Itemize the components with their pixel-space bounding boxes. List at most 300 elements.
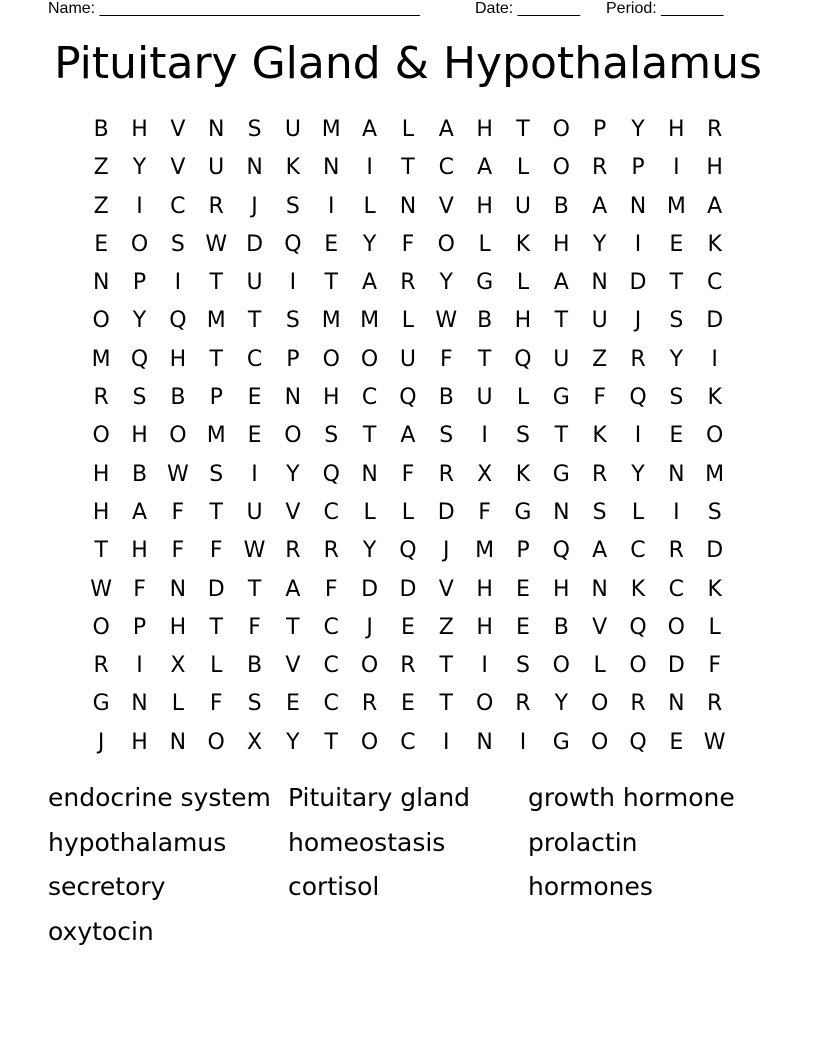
grid-letter: D xyxy=(246,231,264,257)
grid-letter: H xyxy=(131,729,148,755)
grid-letter: H xyxy=(131,117,148,142)
grid-letter: N xyxy=(668,691,685,717)
grid-letter: N xyxy=(246,155,263,181)
grid-letter: O xyxy=(552,653,570,679)
grid-letter: V xyxy=(438,193,454,219)
grid-letter: E xyxy=(400,614,415,640)
grid-letter: H xyxy=(169,346,187,372)
grid-letter: L xyxy=(401,308,415,334)
grid-letter: Y xyxy=(631,117,645,142)
grid-row xyxy=(82,571,734,609)
grid-letter: Y xyxy=(362,538,377,564)
grid-letter: T xyxy=(477,346,492,372)
grid-letter: J xyxy=(251,193,258,219)
grid-letter: C xyxy=(361,385,378,411)
grid-row xyxy=(82,417,734,455)
grid-letter: B xyxy=(553,614,569,640)
grid-letter: F xyxy=(209,691,223,717)
grid-letter: I xyxy=(634,231,642,257)
grid-letter: O xyxy=(130,231,149,257)
grid-letter: S xyxy=(247,117,262,142)
grid-letter: T xyxy=(209,346,223,372)
grid-letter: O xyxy=(475,691,494,717)
grid-letter: R xyxy=(400,270,416,296)
grid-letter: E xyxy=(400,691,415,717)
grid-letter: K xyxy=(285,155,301,181)
grid-letter: Y xyxy=(631,461,645,487)
grid-letter: D xyxy=(437,499,455,525)
grid-letter: X xyxy=(170,653,186,679)
word-list xyxy=(48,780,768,958)
grid-letter: C xyxy=(706,270,723,296)
grid-letter: Q xyxy=(629,385,647,411)
grid-letter: N xyxy=(323,155,340,181)
grid-letter: N xyxy=(476,729,493,755)
grid-letter: C xyxy=(630,538,646,564)
grid-letter: Y xyxy=(132,308,147,334)
grid-letter: Q xyxy=(629,614,647,640)
grid-letter: U xyxy=(284,117,301,142)
grid-letter: V xyxy=(592,614,608,640)
grid-letter: K xyxy=(515,461,531,487)
grid-letter: M xyxy=(360,308,380,334)
grid-letter: N xyxy=(591,270,608,296)
grid-letter: P xyxy=(132,614,147,640)
grid-letter: V xyxy=(285,499,301,525)
grid-letter: S xyxy=(592,499,607,525)
grid-letter: V xyxy=(285,653,301,679)
grid-letter: I xyxy=(251,461,258,487)
grid-letter: A xyxy=(131,499,148,525)
grid-row xyxy=(82,111,734,149)
grid-letter: I xyxy=(136,653,143,679)
grid-row xyxy=(82,609,734,647)
grid-letter: A xyxy=(477,155,493,181)
grid-letter: D xyxy=(207,576,225,602)
grid-letter: S xyxy=(669,308,684,334)
grid-letter: B xyxy=(438,385,454,411)
grid-row xyxy=(82,456,734,494)
grid-letter: U xyxy=(208,155,225,181)
grid-letter: E xyxy=(94,231,109,257)
grid-letter: Q xyxy=(399,385,417,411)
grid-letter: F xyxy=(401,461,415,487)
grid-letter: N xyxy=(553,499,570,525)
grid-letter: L xyxy=(210,653,223,679)
grid-letter: B xyxy=(170,385,186,411)
grid-letter: N xyxy=(668,461,685,487)
grid-letter: T xyxy=(554,423,569,449)
grid-letter: R xyxy=(630,691,646,717)
grid-letter: R xyxy=(285,538,301,564)
name-field[interactable]: Name: ____________________________________ xyxy=(48,0,420,17)
grid-letter: T xyxy=(439,691,453,717)
grid-letter: K xyxy=(630,576,646,602)
grid-letter: F xyxy=(171,499,185,525)
letter-grid xyxy=(82,111,734,762)
grid-letter: F xyxy=(248,614,261,640)
grid-letter: D xyxy=(399,576,417,602)
grid-letter: L xyxy=(478,231,491,257)
grid-letter: U xyxy=(246,499,263,525)
grid-letter: D xyxy=(667,653,685,679)
grid-letter: B xyxy=(93,117,109,142)
grid-letter: W xyxy=(205,231,228,257)
grid-letter: P xyxy=(132,270,147,296)
grid-letter: K xyxy=(592,423,607,449)
grid-row xyxy=(82,494,734,532)
grid-letter: O xyxy=(437,231,455,257)
grid-row xyxy=(82,685,734,723)
word-list-item: Pituitary gland xyxy=(288,783,471,812)
grid-letter: S xyxy=(669,385,684,411)
grid-letter: U xyxy=(399,346,416,372)
grid-letter: O xyxy=(590,729,609,755)
grid-letter: S xyxy=(170,231,185,257)
grid-letter: H xyxy=(92,461,110,487)
grid-letter: J xyxy=(443,538,450,564)
grid-letter: E xyxy=(669,729,684,755)
grid-letter: A xyxy=(553,270,569,296)
grid-letter: C xyxy=(246,346,263,372)
grid-letter: O xyxy=(92,614,110,640)
word-list-item: homeostasis xyxy=(288,827,446,857)
grid-letter: O xyxy=(92,308,110,334)
grid-letter: J xyxy=(97,729,105,755)
grid-letter: O xyxy=(360,653,379,679)
grid-letter: L xyxy=(708,614,721,640)
grid-letter: T xyxy=(324,729,338,755)
grid-letter: M xyxy=(91,346,111,372)
grid-letter: B xyxy=(553,193,569,219)
grid-letter: J xyxy=(366,614,373,640)
grid-letter: M xyxy=(666,193,686,219)
grid-row xyxy=(82,302,734,340)
word-list-item: hormones xyxy=(528,872,653,901)
grid-letter: Y xyxy=(592,231,607,257)
grid-letter: F xyxy=(439,346,453,372)
grid-letter: T xyxy=(439,653,453,679)
grid-letter: D xyxy=(361,576,379,602)
grid-letter: Y xyxy=(286,461,300,487)
grid-letter: Q xyxy=(130,346,149,372)
grid-letter: Q xyxy=(322,461,340,487)
grid-letter: T xyxy=(286,614,300,640)
grid-letter: N xyxy=(361,461,378,487)
word-list-item: endocrine system xyxy=(48,783,271,812)
grid-letter: A xyxy=(362,270,378,296)
grid-letter: C xyxy=(323,614,339,640)
grid-letter: H xyxy=(169,614,187,640)
grid-letter: O xyxy=(322,346,340,372)
grid-letter: M xyxy=(206,308,226,334)
grid-letter: O xyxy=(169,423,187,449)
grid-letter: N xyxy=(169,576,187,602)
grid-letter: O xyxy=(92,423,110,449)
grid-letter: Y xyxy=(362,231,377,257)
grid-letter: M xyxy=(321,117,341,142)
grid-letter: L xyxy=(171,691,184,717)
grid-letter: G xyxy=(552,729,570,755)
grid-letter: B xyxy=(131,461,148,487)
grid-letter: T xyxy=(247,576,262,602)
grid-letter: E xyxy=(324,231,339,257)
grid-letter: E xyxy=(247,423,262,449)
grid-letter: I xyxy=(174,270,182,296)
grid-letter: T xyxy=(324,270,338,296)
grid-letter: H xyxy=(131,423,148,449)
grid-letter: U xyxy=(591,308,608,334)
grid-letter: T xyxy=(554,308,569,334)
grid-letter: T xyxy=(669,270,684,296)
grid-letter: G xyxy=(552,461,570,487)
grid-letter: I xyxy=(366,155,373,181)
grid-letter: L xyxy=(401,117,415,142)
grid-letter: L xyxy=(363,193,376,219)
grid-letter: C xyxy=(323,499,339,525)
grid-letter: A xyxy=(285,576,301,602)
page-title: Pituitary Gland & Hypothalamus xyxy=(54,38,762,89)
grid-letter: C xyxy=(170,193,186,219)
grid-letter: D xyxy=(706,538,724,564)
grid-letter: R xyxy=(630,346,646,372)
grid-letter: B xyxy=(247,653,263,679)
word-list-item: prolactin xyxy=(528,827,638,857)
grid-row xyxy=(82,724,734,762)
grid-letter: I xyxy=(443,729,450,755)
grid-letter: S xyxy=(439,423,454,449)
grid-letter: X xyxy=(477,461,493,487)
word-list-item: hypothalamus xyxy=(48,827,227,857)
grid-letter: B xyxy=(477,308,493,334)
grid-letter: V xyxy=(170,117,186,142)
grid-letter: F xyxy=(133,576,146,602)
grid-letter: W xyxy=(90,576,113,602)
grid-letter: F xyxy=(708,653,721,679)
word-list-item: cortisol xyxy=(288,872,380,901)
grid-letter: R xyxy=(323,538,339,564)
grid-letter: U xyxy=(476,385,493,411)
grid-letter: T xyxy=(362,423,377,449)
grid-letter: C xyxy=(400,729,416,755)
grid-letter: E xyxy=(516,576,530,602)
grid-letter: H xyxy=(668,117,685,142)
grid-letter: F xyxy=(324,576,338,602)
grid-letter: Y xyxy=(554,691,569,717)
word-list-item: growth hormone xyxy=(528,783,735,812)
grid-letter: Z xyxy=(93,155,109,181)
grid-letter: I xyxy=(673,155,680,181)
grid-letter: H xyxy=(476,576,493,602)
grid-letter: R xyxy=(361,691,378,717)
grid-letter: A xyxy=(438,117,454,142)
word-list-item: oxytocin xyxy=(48,916,154,946)
grid-letter: C xyxy=(323,653,339,679)
grid-letter: S xyxy=(285,308,300,334)
grid-letter: I xyxy=(634,423,642,449)
grid-letter: S xyxy=(247,691,262,717)
grid-letter: R xyxy=(208,193,224,219)
grid-letter: R xyxy=(93,653,109,679)
grid-letter: K xyxy=(707,231,722,257)
grid-letter: U xyxy=(553,346,570,372)
grid-letter: N xyxy=(629,193,647,219)
grid-letter: A xyxy=(400,423,416,449)
grid-letter: T xyxy=(516,117,530,142)
grid-letter: E xyxy=(516,614,530,640)
grid-letter: S xyxy=(132,385,147,411)
grid-letter: R xyxy=(591,155,608,181)
grid-letter: Y xyxy=(132,155,147,181)
grid-letter: T xyxy=(401,155,415,181)
grid-letter: R xyxy=(400,653,416,679)
grid-letter: E xyxy=(285,691,300,717)
grid-letter: P xyxy=(631,155,645,181)
grid-letter: P xyxy=(286,346,300,372)
grid-letter: I xyxy=(519,729,527,755)
grid-letter: Q xyxy=(514,346,532,372)
grid-letter: W xyxy=(166,461,189,487)
grid-letter: H xyxy=(706,155,723,181)
grid-letter: S xyxy=(285,193,300,219)
grid-letter: L xyxy=(516,155,530,181)
grid-letter: I xyxy=(481,423,488,449)
grid-letter: D xyxy=(629,270,647,296)
grid-letter: M xyxy=(475,538,495,564)
grid-letter: R xyxy=(438,461,454,487)
grid-row xyxy=(82,264,734,302)
grid-letter: H xyxy=(476,117,493,142)
grid-letter: F xyxy=(171,538,185,564)
grid-letter: N xyxy=(399,193,417,219)
grid-row xyxy=(82,647,734,685)
grid-letter: L xyxy=(516,385,530,411)
grid-letter: A xyxy=(592,193,608,219)
grid-letter: Q xyxy=(284,231,302,257)
grid-letter: O xyxy=(590,691,609,717)
grid-letter: G xyxy=(92,691,110,717)
grid-letter: G xyxy=(514,499,532,525)
grid-letter: H xyxy=(131,538,148,564)
period-field[interactable]: Period: _______ xyxy=(606,0,724,17)
grid-letter: I xyxy=(711,346,718,372)
grid-letter: E xyxy=(247,385,262,411)
grid-letter: H xyxy=(514,308,532,334)
grid-letter: T xyxy=(209,270,223,296)
grid-letter: V xyxy=(170,155,186,181)
grid-letter: F xyxy=(209,538,223,564)
grid-letter: K xyxy=(707,385,722,411)
grid-letter: T xyxy=(209,614,223,640)
grid-letter: M xyxy=(206,423,226,449)
grid-letter: N xyxy=(169,729,187,755)
grid-letter: C xyxy=(323,691,339,717)
grid-letter: P xyxy=(593,117,607,142)
grid-row xyxy=(82,226,734,264)
grid-letter: H xyxy=(322,385,340,411)
grid-letter: G xyxy=(552,385,570,411)
grid-letter: A xyxy=(707,193,723,219)
grid-letter: P xyxy=(209,385,223,411)
grid-letter: Q xyxy=(399,538,417,564)
grid-row xyxy=(82,188,734,226)
grid-letter: T xyxy=(209,499,223,525)
grid-letter: O xyxy=(284,423,302,449)
grid-letter: C xyxy=(438,155,454,181)
grid-letter: Z xyxy=(592,346,608,372)
grid-letter: T xyxy=(247,308,262,334)
grid-letter: O xyxy=(207,729,225,755)
grid-letter: E xyxy=(669,423,684,449)
grid-letter: S xyxy=(515,653,530,679)
grid-letter: F xyxy=(593,385,606,411)
grid-letter: S xyxy=(324,423,339,449)
grid-letter: D xyxy=(706,308,724,334)
grid-letter: N xyxy=(92,270,110,296)
grid-letter: R xyxy=(668,538,684,564)
grid-letter: G xyxy=(476,270,494,296)
grid-row xyxy=(82,379,734,417)
grid-letter: W xyxy=(435,308,458,334)
grid-letter: U xyxy=(246,270,263,296)
grid-letter: C xyxy=(668,576,685,602)
grid-letter: I xyxy=(673,499,680,525)
grid-row xyxy=(82,149,734,187)
word-list-item: secretory xyxy=(48,872,166,901)
grid-letter: O xyxy=(360,729,379,755)
grid-letter: H xyxy=(92,499,110,525)
grid-letter: S xyxy=(209,461,224,487)
grid-letter: Z xyxy=(438,614,454,640)
grid-letter: H xyxy=(476,614,493,640)
grid-letter: E xyxy=(669,231,684,257)
grid-letter: S xyxy=(515,423,530,449)
grid-letter: L xyxy=(363,499,376,525)
grid-letter: F xyxy=(478,499,491,525)
grid-letter: R xyxy=(93,385,109,411)
grid-letter: A xyxy=(362,117,378,142)
date-field[interactable]: Date: _______ xyxy=(475,0,580,17)
grid-letter: I xyxy=(289,270,297,296)
grid-letter: N xyxy=(131,691,148,717)
grid-letter: H xyxy=(553,231,570,257)
grid-letter: O xyxy=(552,117,570,142)
grid-letter: K xyxy=(515,231,531,257)
grid-letter: Q xyxy=(552,538,570,564)
grid-letter: K xyxy=(707,576,722,602)
grid-letter: N xyxy=(207,117,225,142)
grid-letter: O xyxy=(629,653,647,679)
grid-letter: Q xyxy=(629,729,647,755)
grid-letter: L xyxy=(401,499,415,525)
grid-letter: L xyxy=(631,499,645,525)
grid-letter: I xyxy=(136,193,143,219)
grid-letter: Q xyxy=(169,308,187,334)
grid-letter: O xyxy=(552,155,570,181)
grid-letter: L xyxy=(516,270,530,296)
grid-letter: O xyxy=(360,346,379,372)
grid-letter: A xyxy=(592,538,608,564)
grid-letter: J xyxy=(634,308,642,334)
grid-letter: L xyxy=(593,653,606,679)
grid-row xyxy=(82,532,734,570)
grid-letter: H xyxy=(476,193,493,219)
grid-letter: Y xyxy=(669,346,684,372)
grid-letter: Y xyxy=(439,270,453,296)
grid-letter: X xyxy=(247,729,263,755)
grid-letter: U xyxy=(514,193,531,219)
grid-letter: S xyxy=(707,499,722,525)
